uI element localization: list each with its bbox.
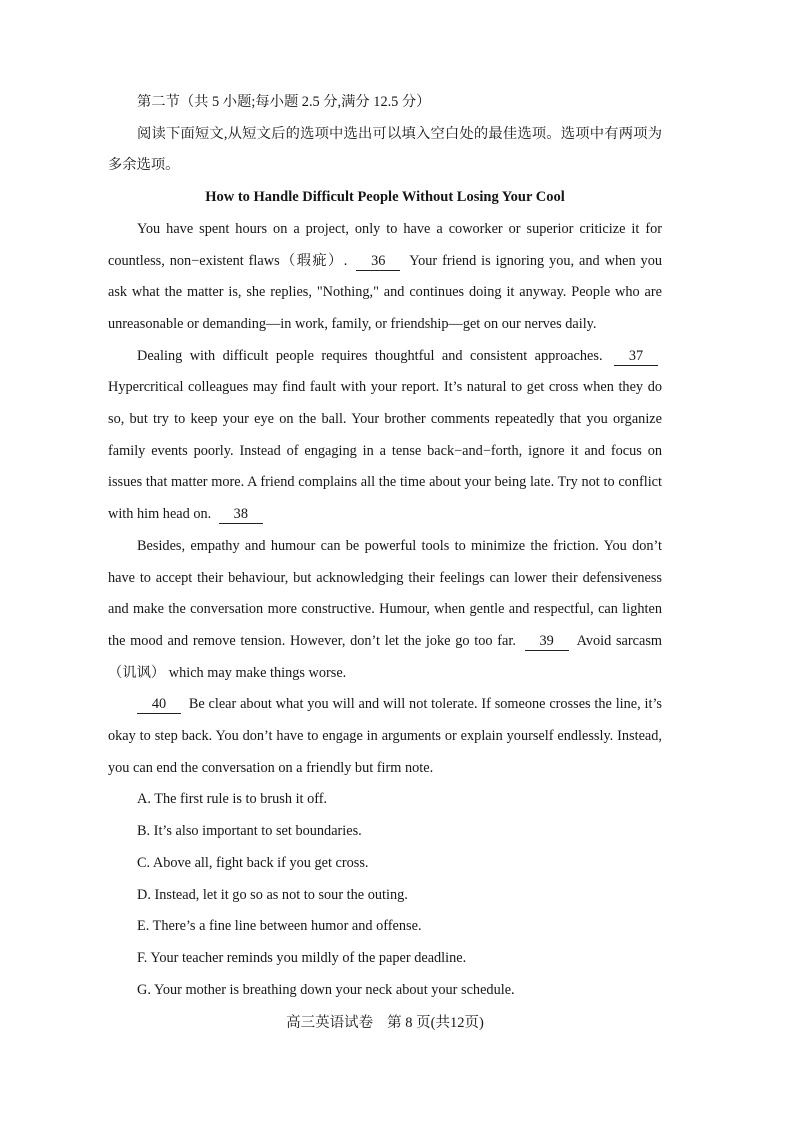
option-a: A. The first rule is to brush it off.: [137, 791, 328, 808]
answer-options: [108, 784, 662, 1006]
answer-blank-39: 39: [525, 633, 569, 651]
answer-blank-36: 36: [356, 253, 400, 271]
passage-paragraph-4: [108, 689, 662, 784]
paragraph-text: Your friend is ignoring you, and when you ask what the matter is, she replies, "Nothing," and continues doing it anyway. People who are unreasonable or demanding—in work, family, or friendship—get on our nerves daily.: [108, 252, 662, 332]
passage-paragraph-2: [108, 341, 662, 531]
paragraph-text: Besides, empathy and humour can be powerful tools to minimize the friction. You don’t have to accept their behaviour, but acknowledging their feelings can lower their defensiveness and make the conversation more constructive. Humour, when gentle and respectful, can lighten the mood and remove tension. However, don’t let the joke go too far.: [108, 537, 662, 649]
page-footer: [108, 1008, 662, 1040]
exam-page-content: [108, 87, 662, 1006]
option-f: F. Your teacher reminds you mildly of the paper deadline.: [137, 949, 467, 966]
passage-paragraph-3: [108, 531, 662, 690]
passage-paragraph-1: [108, 214, 662, 341]
option-c: C. Above all, fight back if you get cross.: [137, 854, 369, 871]
option-d: D. Instead, let it go so as not to sour the outing.: [137, 886, 408, 903]
option-e: E. There’s a fine line between humor and offense.: [137, 918, 422, 935]
footer-subject: 高三英语试卷: [286, 1015, 374, 1031]
footer-page-number: 第 8 页(共12页): [387, 1015, 484, 1031]
paragraph-text: You have spent hours on a project, only to have a coworker or superior criticize it for countless, non−existent flaws（瑕疵）.: [108, 220, 662, 269]
answer-blank-40: 40: [137, 696, 181, 714]
option-g: G. Your mother is breathing down your neck about your schedule.: [137, 981, 515, 998]
section-instructions: 阅读下面短文,从短文后的选项中选出可以填入空白处的最佳选项。选项中有两项为多余选项。: [108, 125, 662, 174]
paragraph-text: Be clear about what you will and will not tolerate. If someone crosses the line, it’s okay to step back. You don’t have to engage in arguments or explain yourself endlessly. Instead, you can end the conversation on a friendly but firm note.: [108, 696, 662, 776]
paragraph-text: Avoid sarcasm（讥讽） which may make things worse.: [108, 632, 663, 681]
option-b: B. It’s also important to set boundaries.: [137, 823, 362, 840]
answer-blank-38: 38: [219, 506, 263, 524]
answer-blank-37: 37: [614, 348, 658, 366]
section-heading: 第二节（共 5 小题;每小题 2.5 分,满分 12.5 分）: [137, 94, 431, 110]
paragraph-text: Hypercritical colleagues may find fault with your report. It’s natural to get cross when they do so, but try to keep your eye on the ball. Your brother comments repeatedly that you organize family events poorly. Instead of engaging in a tense back−and−forth, ignore it and focus on issues that matter more. A friend complains all the time about your being late. Try not to conflict with him head on.: [108, 379, 662, 523]
passage-title: How to Handle Difficult People Without Losing Your Cool: [205, 189, 565, 206]
paragraph-text: Dealing with difficult people requires thoughtful and consistent approaches.: [137, 347, 603, 364]
